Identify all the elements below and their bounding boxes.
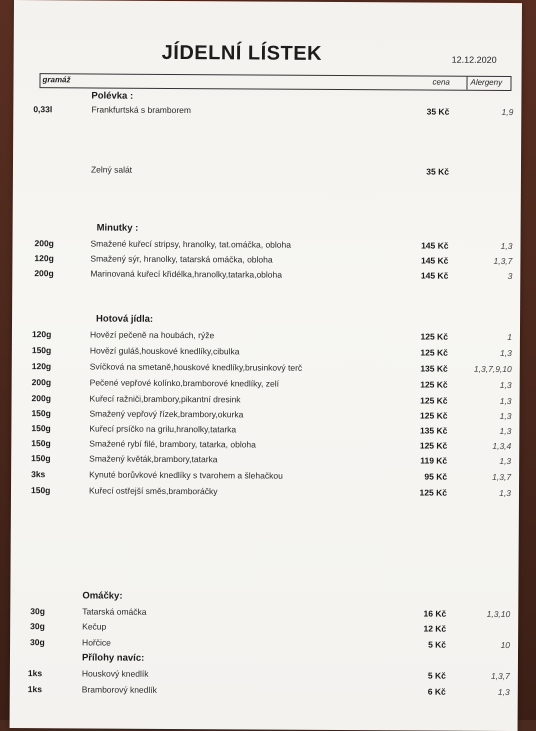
section-prilohy: Přílohy navíc:: [82, 652, 144, 663]
menu-item-row: [12, 238, 520, 253]
item-price: 125 Kč: [407, 440, 447, 450]
column-header-row: [39, 73, 511, 91]
item-gramaz: 150g: [31, 438, 50, 448]
item-price: 125 Kč: [408, 395, 448, 405]
item-gramaz: 3ks: [31, 469, 45, 479]
item-price: 35 Kč: [409, 106, 449, 116]
item-price: 16 Kč: [406, 608, 446, 618]
item-name: Kuřecí ostřejší směs,bramboráčky: [89, 485, 218, 496]
item-allergens: 1,3,7,9,10: [464, 364, 512, 374]
menu-item-row: [13, 164, 521, 179]
item-price: 5 Kč: [406, 670, 446, 680]
item-name: Smažený vepřový řízek,brambory,okurka: [89, 408, 243, 419]
header-gramaz: gramáž: [42, 75, 70, 84]
header-divider: [466, 77, 467, 90]
item-gramaz: 30g: [30, 606, 45, 616]
item-price: 119 Kč: [407, 455, 447, 465]
item-gramaz: 30g: [30, 637, 45, 647]
menu-item-row: [12, 329, 520, 344]
menu-item-row: [10, 637, 518, 652]
item-price: 145 Kč: [408, 270, 448, 280]
item-allergens: 3: [464, 271, 512, 281]
item-gramaz: 200g: [34, 268, 53, 278]
item-name: Pečené vepřové kolínko,bramborové knedlíky, zelí: [90, 377, 279, 388]
item-gramaz: 150g: [31, 408, 50, 418]
item-gramaz: 150g: [31, 423, 50, 433]
item-name: Hovězí pečeně na houbách, rýže: [90, 329, 214, 340]
item-name: Bramborový knedlík: [82, 684, 157, 694]
item-price: 125 Kč: [407, 487, 447, 497]
item-allergens: 1,3: [464, 380, 512, 390]
menu-item-row: [12, 393, 520, 408]
item-allergens: 10: [462, 640, 510, 650]
item-price: 145 Kč: [408, 240, 448, 250]
item-price: 125 Kč: [407, 410, 447, 420]
menu-item-row: [12, 253, 520, 268]
menu-item-row: [11, 408, 519, 423]
item-name: Marinovaná kuřecí křidélka,hranolky,tatarka,obloha: [90, 268, 282, 279]
item-price: 125 Kč: [408, 331, 448, 341]
item-allergens: 1,3: [464, 396, 512, 406]
section-minutky: Minutky :: [97, 223, 139, 234]
menu-item-row: [12, 268, 520, 283]
item-price: 125 Kč: [408, 347, 448, 357]
item-name: Kečup: [82, 621, 106, 631]
menu-item-row: [11, 453, 519, 468]
section-omacky: Omáčky:: [82, 590, 122, 601]
item-price: 135 Kč: [407, 425, 447, 435]
item-price: 12 Kč: [406, 623, 446, 633]
menu-paper: [10, 0, 522, 731]
menu-item-row: [11, 485, 519, 500]
item-gramaz: 150g: [31, 485, 50, 495]
item-name: Svíčková na smetaně,houskové knedlíky,brusinkový terč: [90, 361, 303, 372]
item-allergens: 1,9: [465, 107, 513, 117]
item-allergens: 1,3,7: [463, 472, 511, 482]
item-name: Hovězí guláš,houskové knedlíky,cibulka: [90, 345, 240, 356]
item-gramaz: 30g: [30, 621, 45, 631]
item-name: Houskový knedlík: [82, 668, 149, 678]
menu-date: 12.12.2020: [452, 55, 497, 65]
item-price: 5 Kč: [406, 639, 446, 649]
item-allergens: 1,3: [463, 411, 511, 421]
item-allergens: 1,3: [462, 687, 510, 697]
item-gramaz: 150g: [32, 345, 51, 355]
item-name: Kuřecí ražniči,brambory,pikantní dresink: [90, 393, 241, 404]
item-allergens: 1,3: [463, 488, 511, 498]
item-name: Smažený květák,brambory,tatarka: [89, 453, 217, 464]
item-name: Frankfurtská s bramborem: [91, 104, 191, 115]
header-alergeny: Alergeny: [470, 78, 502, 87]
section-hotova-jidla: Hotová jídla:: [96, 314, 153, 325]
item-allergens: 1,3,10: [462, 609, 510, 619]
header-cena: cena: [432, 78, 449, 87]
item-gramaz: 200g: [34, 238, 53, 248]
item-gramaz: 1ks: [28, 668, 42, 678]
item-name: Smažené rybí filé, brambory, tatarka, obloha: [89, 438, 256, 449]
menu-item-row: [12, 345, 520, 360]
item-price: 125 Kč: [408, 379, 448, 389]
menu-item-row: [12, 377, 520, 392]
item-name: Kynuté borůvkové knedlíky s tvarohem a šlehačkou: [89, 469, 283, 480]
item-allergens: 1: [464, 332, 512, 342]
item-price: 35 Kč: [409, 166, 449, 176]
item-price: 6 Kč: [406, 686, 446, 696]
menu-item-row: [11, 423, 519, 438]
menu-item-row: [10, 621, 518, 636]
item-allergens: 1,3: [463, 456, 511, 466]
item-gramaz: 0,33l: [33, 104, 52, 114]
item-allergens: 1,3,7: [462, 671, 510, 681]
item-name: Tatarská omáčka: [82, 606, 146, 616]
item-price: 135 Kč: [408, 363, 448, 373]
menu-item-row: [12, 361, 520, 376]
item-gramaz: 200g: [32, 377, 51, 387]
item-name: Kuřecí prsíčko na grilu,hranolky,tatarka: [89, 423, 236, 434]
item-gramaz: 200g: [32, 393, 51, 403]
item-name: Hořčice: [82, 637, 111, 647]
menu-item-row: [10, 684, 518, 699]
menu-item-row: [10, 668, 518, 683]
item-name: Smažený sýr, hranolky, tatarská omáčka, obloha: [90, 253, 272, 264]
menu-item-row: [11, 438, 519, 453]
menu-item-row: [11, 469, 519, 484]
item-allergens: 1,3: [464, 241, 512, 251]
menu-item-row: [13, 104, 521, 119]
item-price: 145 Kč: [408, 255, 448, 265]
item-gramaz: 150g: [31, 453, 50, 463]
item-allergens: 1,3,7: [464, 256, 512, 266]
item-gramaz: 120g: [32, 361, 51, 371]
menu-item-row: [10, 606, 518, 621]
item-gramaz: 1ks: [28, 684, 42, 694]
item-gramaz: 120g: [32, 329, 51, 339]
item-allergens: 1,3: [463, 426, 511, 436]
menu-title: JÍDELNÍ LÍSTEK: [162, 42, 322, 66]
item-price: 95 Kč: [407, 471, 447, 481]
item-name: Zelný salát: [91, 164, 132, 174]
item-gramaz: 120g: [34, 253, 53, 263]
item-allergens: 1,3: [464, 348, 512, 358]
item-allergens: 1,3,4: [463, 441, 511, 451]
section-polevka: Polévka :: [91, 90, 133, 101]
item-name: Smažené kuřecí stripsy, hranolky, tat.omáčka, obloha: [90, 238, 291, 249]
